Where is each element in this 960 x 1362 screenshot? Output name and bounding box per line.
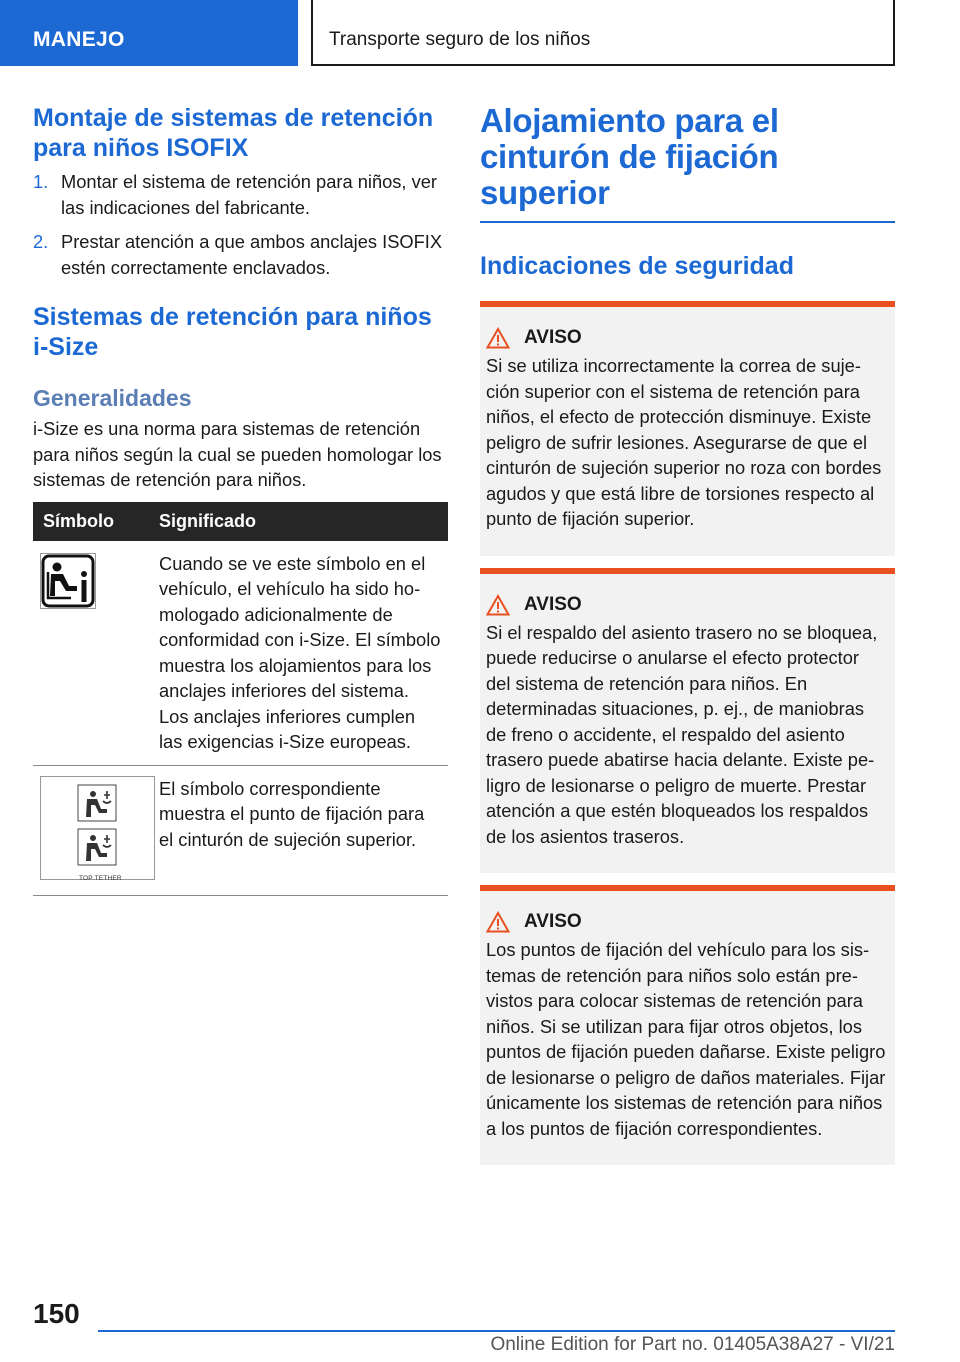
warning-box: [480, 301, 895, 556]
warning-label: AVISO: [524, 911, 582, 932]
right-column: [480, 103, 895, 1165]
symbol-table: [33, 502, 448, 897]
chapter-title: Transporte seguro de los niños: [311, 0, 895, 66]
page-number: 150: [33, 1298, 80, 1329]
page-header: [0, 0, 960, 66]
tether-heading: Alojamiento para el cinturón de fijación superior: [480, 102, 779, 211]
column-header-meaning: Significado: [156, 502, 448, 541]
table-header-row: [33, 502, 448, 541]
warning-box: [480, 885, 895, 1165]
table-row: [33, 541, 448, 766]
heading-divider: [480, 221, 895, 223]
edition-text: Online Edition for Part no. 01405A38A27 - VI/21: [490, 1334, 895, 1355]
list-item: [33, 169, 448, 220]
footer-divider: [98, 1330, 895, 1332]
isofix-heading: Montaje de sistemas de retención para niños ISOFIX: [33, 104, 434, 162]
isofix-steps: [33, 169, 448, 280]
column-header-symbol: Símbolo: [33, 502, 156, 541]
warning-triangle-icon: [486, 327, 510, 349]
step-number: 2.: [33, 231, 49, 252]
step-text: Montar el sistema de retención para niños, ver las indicaciones del fabricante.: [61, 171, 437, 218]
warning-text: Si el respaldo del asiento trasero no se bloquea, puede reducirse o anularse el efecto protector del sistema de retención para niños. En determinadas situaciones, p. ej., de maniobras de freno o accidente, el respaldo del asiento trasero puede abatirse hacia delante. Existe peligro de lesionarse o peligro de muerte. Prestar atención a que estén bloqueados los respaldos de los asientos traseros.: [486, 621, 878, 847]
warning-triangle-icon: [486, 594, 510, 616]
isize-heading: Sistemas de retención para niños i-Size: [33, 303, 432, 361]
meaning-text: El símbolo correspondiente muestra el punto de fijación para el cinturón de sujeción superior.: [156, 765, 448, 896]
isize-child-seat-icon: [40, 553, 96, 609]
warning-label: AVISO: [524, 327, 582, 348]
meaning-text: Cuando se ve este símbolo en el vehículo, el vehículo ha sido homologado adicionalmente de conformidad con i-Size. El símbolo muestra los alojamientos para los anclajes inferiores del sistema. Los anclajes inferiores cumplen las exigencias i-Size europeas.: [156, 541, 448, 766]
warning-triangle-icon: [486, 911, 510, 933]
section-tab[interactable]: MANEJO: [0, 0, 298, 66]
step-number: 1.: [33, 171, 49, 192]
list-item: [33, 229, 448, 280]
icon-caption: TOP TETHER: [79, 874, 122, 882]
warning-text: Si se utiliza incorrectamente la correa de sujeción superior con el sistema de retención para niños, el efecto de protección disminuye. Existe peligro de sufrir lesiones. Asegurarse de que el cinturón de sujeción superior no roza con bordes agudos y que está libre de torsiones respecto al punto de fijación superior.: [486, 355, 882, 529]
warning-label: AVISO: [524, 593, 582, 615]
safety-heading: Indicaciones de seguridad: [480, 252, 794, 280]
general-text: i-Size es una norma para sistemas de retención para niños según la cual se pueden homologar los sistemas de retención para niños.: [33, 418, 442, 490]
left-column: [33, 103, 448, 896]
general-heading: Generalidades: [33, 385, 192, 411]
step-text: Prestar atención a que ambos anclajes ISOFIX estén correctamente enclavados.: [61, 231, 443, 278]
warning-text: Los puntos de fijación del vehículo para los sistemas de retención para niños solo están previstos para colocar sistemas de retención para niños. Si se utilizan para fijar otros objetos, los puntos de fijación pueden dañarse. Existe peligro de lesionarse o peligro de daños materiales. Fijar únicamente los sistemas de retención para niños a los puntos de fijación correspondientes.: [486, 939, 886, 1139]
table-row: [33, 765, 448, 896]
warning-box: [480, 568, 895, 874]
top-tether-anchor-icon: [40, 776, 155, 880]
